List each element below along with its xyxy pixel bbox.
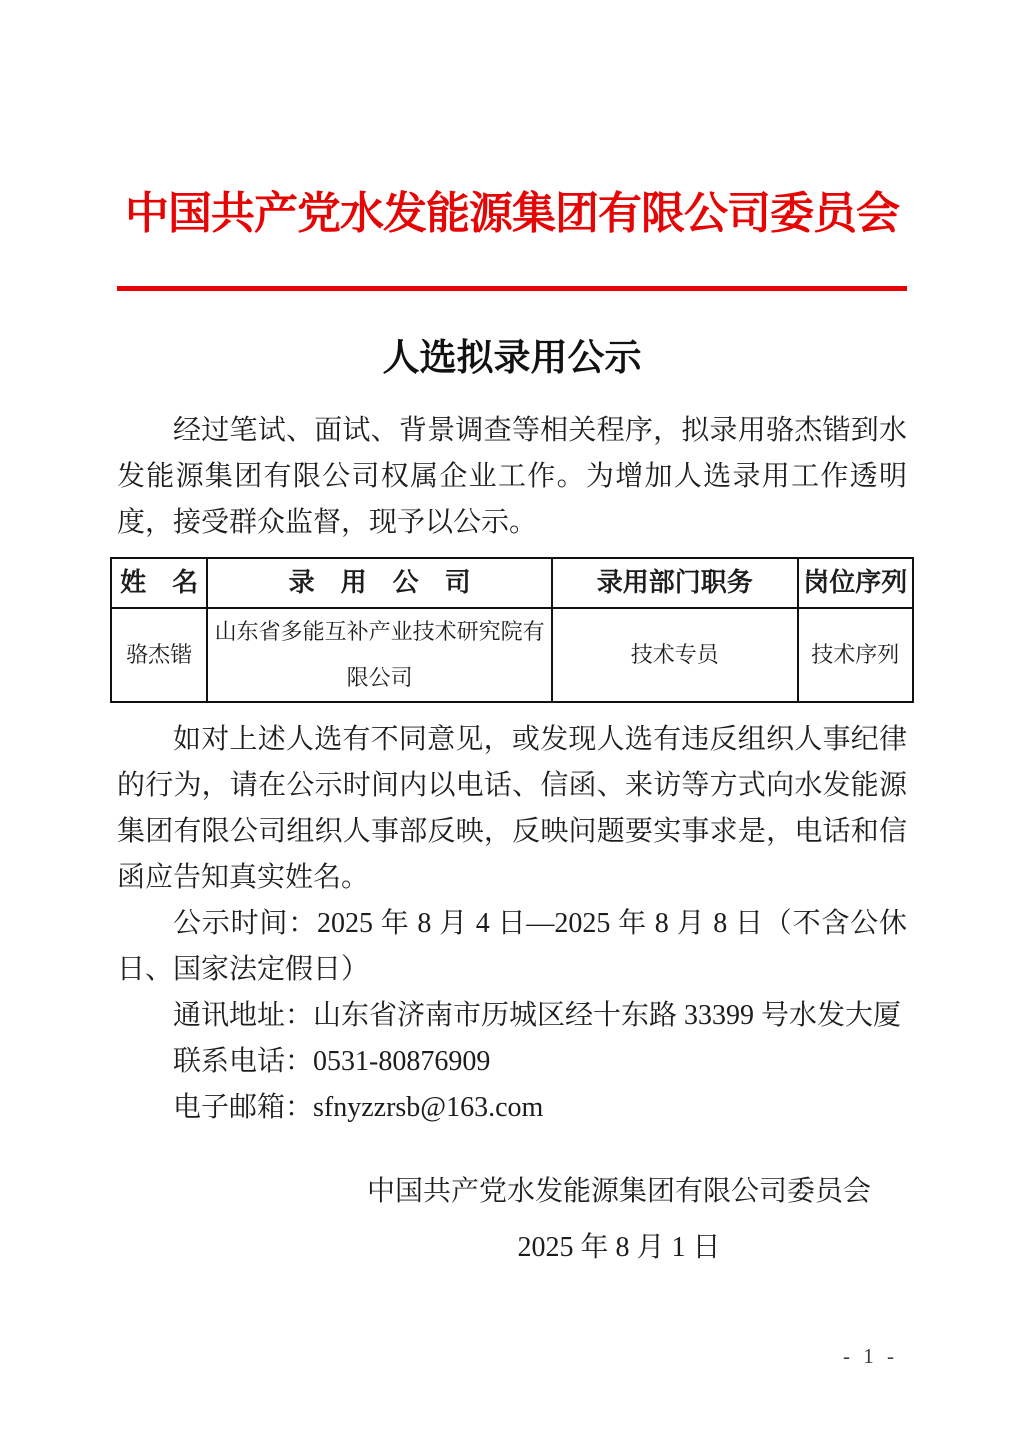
intro-paragraph: 经过笔试、面试、背景调查等相关程序，拟录用骆杰锴到水发能源集团有限公司权属企业工作。为增加人选录用工作透明度，接受群众监督，现予以公示。 [117, 415, 907, 538]
header-cell-department-position: 录用部门职务 [552, 558, 797, 608]
notice-title: 人选拟录用公示 [382, 338, 642, 379]
signature-organization: 中国共产党水发能源集团有限公司委员会 [366, 1176, 871, 1207]
party-committee-masthead: 中国共产党水发能源集团有限公司委员会 [125, 189, 899, 238]
publicity-period-paragraph: 公示时间：2025 年 8 月 4 日—2025 年 8 月 8 日（不含公休日、国家法定假日） [117, 908, 907, 985]
header-cell-name: 姓 名 [111, 558, 207, 608]
cell-candidate-name: 骆杰锴 [111, 608, 207, 702]
signature-date: 2025 年 8 月 1 日 [517, 1232, 721, 1263]
cell-hiring-company: 山东省多能互补产业技术研究院有限公司 [207, 608, 552, 702]
signature-block [349, 1169, 889, 1271]
cell-department-position: 技术专员 [552, 608, 797, 702]
phone-line: 联系电话：0531-80876909 [173, 1046, 491, 1077]
page-number: - 1 - [843, 1344, 898, 1368]
address-line: 通讯地址：山东省济南市历城区经十东路 33399 号水发大厦 [173, 1000, 902, 1031]
red-divider-line [117, 286, 907, 291]
objection-paragraph: 如对上述人选有不同意见，或发现人选有违反组织人事纪律的行为，请在公示时间内以电话、信函、来访等方式向水发能源集团有限公司组织人事部反映，反映问题要实事求是，电话和信函应告知真实姓名。 [117, 724, 907, 893]
email-line: 电子邮箱：sfnyzzrsb@163.com [173, 1092, 544, 1123]
cell-position-sequence: 技术序列 [798, 608, 914, 702]
table-header-row [111, 558, 913, 608]
header-cell-position-sequence: 岗位序列 [798, 558, 914, 608]
header-cell-company: 录 用 公 司 [207, 558, 552, 608]
document-body [117, 408, 907, 1271]
candidate-row [111, 608, 913, 702]
candidate-table [110, 557, 914, 703]
